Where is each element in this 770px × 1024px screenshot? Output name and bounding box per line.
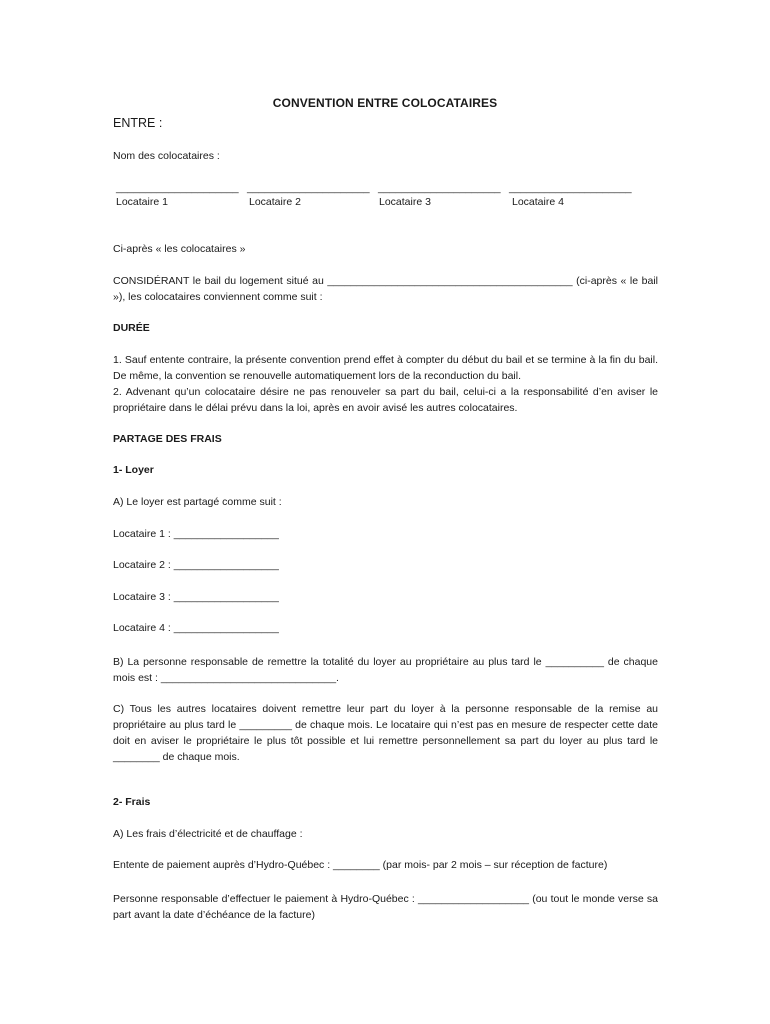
loyer-line-2: Locataire 2 : __________________ [113, 559, 279, 571]
frais-a-text: A) Les frais d’électricité et de chauffage : [113, 828, 303, 840]
entente-text: Entente de paiement auprès d’Hydro-Québec : ________ (par mois- par 2 mois – sur réception de facture) [113, 859, 608, 871]
signature-line-2: _____________________ [247, 182, 370, 194]
locataire-label-2: Locataire 2 [249, 196, 301, 208]
loyer-c-paragraph: C) Tous les autres locataires doivent remettre leur part du loyer à la personne responsable de la remise au propriétaire au plus tard le _________ de chaque mois. Le locataire qui n’est pas en mesure de respecter cette date doit en aviser le propriétaire le plus tôt possible et lui remettre personnellement sa part du loyer au plus tard le ________ de chaque mois. [113, 703, 658, 763]
loyer-a-text: A) Le loyer est partagé comme suit : [113, 496, 282, 508]
duree-paragraph-1: 1. Sauf entente contraire, la présente convention prend effet à compter du début du bail et se termine à la fin du bail. De même, la convention se renouvelle automatiquement lors de la reconduction du bail. [113, 354, 658, 382]
loyer-line-1: Locataire 1 : __________________ [113, 528, 279, 540]
locataire-label-1: Locataire 1 [116, 196, 168, 208]
page-title: CONVENTION ENTRE COLOCATAIRES [272, 96, 498, 110]
duree-paragraph-2: 2. Advenant qu’un colocataire désire ne pas renouveler sa part du bail, celui-ci a la responsabilité d’en aviser le propriétaire dans le délai prévu dans la loi, après en avoir avisé les autres colocataires. [113, 386, 658, 414]
signature-line-4: _____________________ [509, 182, 632, 194]
locataire-label-4: Locataire 4 [512, 196, 564, 208]
duree-heading: DURÉE [113, 322, 150, 334]
loyer-line-3: Locataire 3 : __________________ [113, 591, 279, 603]
considerant-paragraph: CONSIDÉRANT le bail du logement situé au __________________________________________ (ci-après « le bail »), les colocataires conviennent comme suit : [113, 275, 658, 303]
entre-label: ENTRE : [113, 116, 163, 130]
signature-line-1: _____________________ [116, 182, 239, 194]
locataire-label-3: Locataire 3 [379, 196, 431, 208]
loyer-line-4: Locataire 4 : __________________ [113, 622, 279, 634]
ci-apres-text: Ci-après « les colocataires » [113, 243, 246, 255]
signature-line-3: _____________________ [378, 182, 501, 194]
loyer-b-paragraph: B) La personne responsable de remettre la totalité du loyer au propriétaire au plus tard le __________ de chaque mois est : ______________________________. [113, 656, 658, 684]
personne-responsable-paragraph: Personne responsable d’effectuer le paiement à Hydro-Québec : ___________________ (ou tout le monde verse sa part avant la date d’échéance de la facture) [113, 893, 658, 921]
nom-colocataires-label: Nom des colocataires : [113, 150, 220, 162]
partage-heading: PARTAGE DES FRAIS [113, 433, 222, 445]
loyer-heading: 1- Loyer [113, 464, 154, 476]
frais-heading: 2- Frais [113, 796, 151, 808]
